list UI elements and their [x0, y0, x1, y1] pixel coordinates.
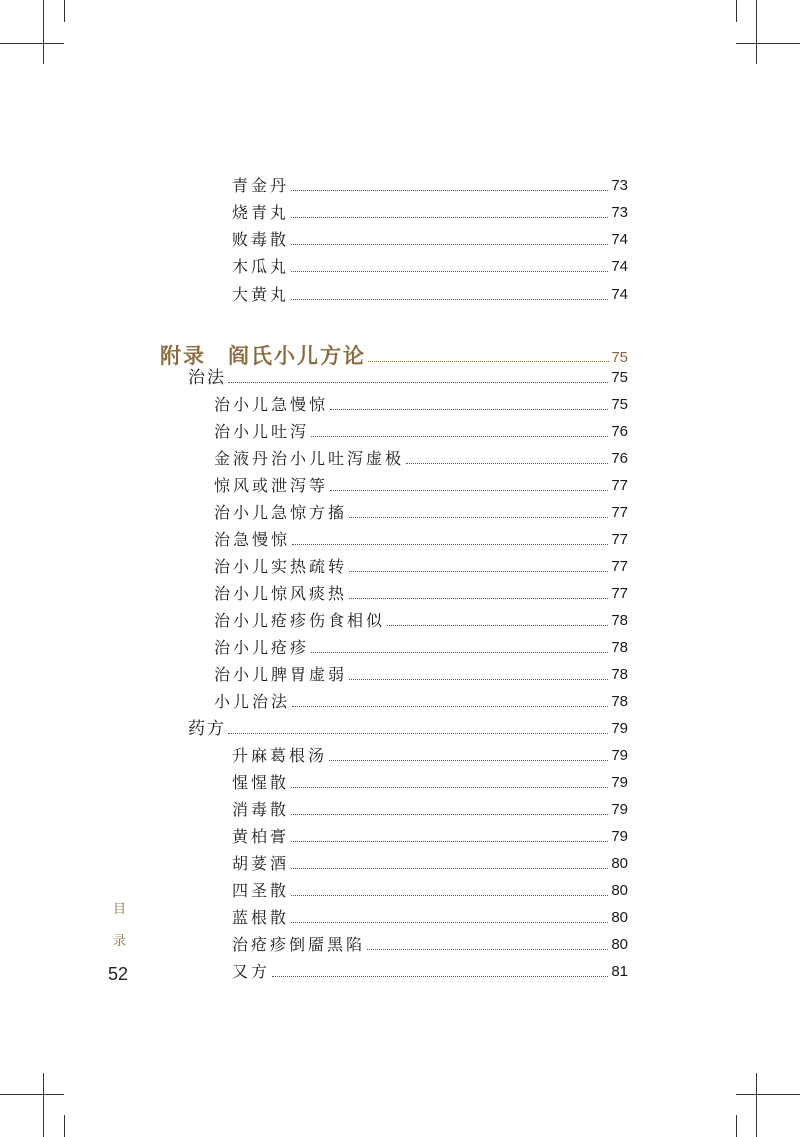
toc-entry-page: 74: [611, 286, 628, 303]
appendix-subtitle: 阎氏小儿方论: [228, 343, 366, 368]
crop-mark-tl-v: [43, 0, 44, 64]
leader-dots: [311, 435, 608, 437]
toc-entry-page: 73: [611, 204, 628, 221]
crop-mark-tl-h: [0, 43, 64, 44]
toc-entry-page: 74: [611, 258, 628, 275]
toc-entry-page: 79: [611, 747, 628, 764]
crop-mark-bl-v: [43, 1073, 44, 1137]
toc-entry-page: 76: [611, 450, 628, 467]
toc-entry-title: 四圣散: [232, 881, 290, 900]
toc-entry[interactable]: [214, 607, 628, 631]
leader-dots: [367, 948, 608, 950]
toc-entry-title: 青金丹: [232, 176, 290, 195]
leader-dots: [292, 543, 608, 545]
crop-mark-br-v: [756, 1073, 757, 1137]
leader-dots: [272, 975, 608, 977]
leader-dots: [291, 189, 608, 191]
toc-entry[interactable]: [232, 796, 628, 820]
leader-dots: [330, 489, 608, 491]
toc-entry[interactable]: [232, 958, 628, 982]
toc-entry-title: 治小儿惊风痰热: [214, 584, 348, 603]
toc-entry[interactable]: [214, 688, 628, 712]
toc-entry[interactable]: [232, 226, 628, 250]
appendix-page: 75: [611, 349, 628, 366]
toc-entry-page: 79: [611, 774, 628, 791]
toc-section-title: 治法: [188, 368, 226, 388]
toc-entry[interactable]: [232, 172, 628, 196]
crop-mark-bl-h: [0, 1094, 64, 1095]
leader-dots: [368, 361, 609, 362]
toc-entry-page: 76: [611, 423, 628, 440]
leader-dots: [291, 270, 608, 272]
toc-entry-page: 78: [611, 666, 628, 683]
leader-dots: [330, 408, 608, 410]
toc-entry-page: 77: [611, 558, 628, 575]
toc-entry[interactable]: [232, 823, 628, 847]
toc-entry-page: 74: [611, 231, 628, 248]
toc-entry-title: 惊风或泄泻等: [214, 476, 329, 495]
leader-dots: [292, 705, 608, 707]
appendix-label: 附录: [160, 343, 206, 368]
toc-entry-title: 治疮疹倒靥黑陷: [232, 935, 366, 954]
toc-entry[interactable]: [214, 445, 628, 469]
leader-dots: [228, 732, 608, 734]
leader-dots: [387, 624, 608, 626]
toc-entry[interactable]: [232, 281, 628, 305]
toc-entry-title: 小儿治法: [214, 692, 291, 711]
toc-entry[interactable]: [214, 634, 628, 658]
toc-entry-page: 78: [611, 693, 628, 710]
toc-entry[interactable]: [214, 391, 628, 415]
toc-entry[interactable]: [214, 553, 628, 577]
toc-entry-page: 78: [611, 639, 628, 656]
toc-entry-page: 80: [611, 936, 628, 953]
leader-dots: [349, 516, 608, 518]
toc-entry[interactable]: [232, 850, 628, 874]
toc-entry-page: 79: [611, 801, 628, 818]
toc-entry-title: 胡荽酒: [232, 854, 290, 873]
toc-entry-title: 治急慢惊: [214, 530, 291, 549]
page-number: 52: [108, 964, 129, 984]
leader-dots: [228, 381, 608, 383]
toc-entry-title: 败毒散: [232, 230, 290, 249]
toc-entry-page: 77: [611, 504, 628, 521]
toc-entry[interactable]: [214, 580, 628, 604]
toc-entry-page: 77: [611, 477, 628, 494]
toc-entry-page: 78: [611, 612, 628, 629]
side-label-lu: 录: [113, 934, 127, 949]
toc-entry-page: 79: [611, 828, 628, 845]
leader-dots: [329, 759, 608, 761]
crop-mark-tl-v2: [64, 0, 65, 22]
toc-entry-title: 大黄丸: [232, 285, 290, 304]
toc-entry-title: 治小儿急慢惊: [214, 395, 329, 414]
toc-entry-page: 73: [611, 177, 628, 194]
crop-mark-tr-v: [756, 0, 757, 64]
toc-entry-page: 80: [611, 909, 628, 926]
leader-dots: [291, 243, 608, 245]
toc-entry-title: 黄柏膏: [232, 827, 290, 846]
toc-entry[interactable]: [214, 499, 628, 523]
toc-entry-title: 治小儿疮疹: [214, 638, 310, 657]
toc-entry[interactable]: [214, 526, 628, 550]
toc-entry-title: 消毒散: [232, 800, 290, 819]
toc-entry[interactable]: [232, 199, 628, 223]
toc-entry-title: 升麻葛根汤: [232, 746, 328, 765]
leader-dots: [291, 840, 608, 842]
toc-entry-page: 75: [611, 396, 628, 413]
leader-dots: [291, 867, 608, 869]
leader-dots: [291, 813, 608, 815]
crop-mark-tr-h: [736, 43, 800, 44]
leader-dots: [349, 597, 608, 599]
toc-entry-page: 77: [611, 531, 628, 548]
toc-entry-page: 81: [611, 963, 628, 980]
toc-entry-title: 金液丹治小儿吐泻虚极: [214, 449, 405, 468]
leader-dots: [291, 921, 608, 923]
crop-mark-br-v2: [736, 1115, 737, 1137]
toc-entry-title: 烧青丸: [232, 203, 290, 222]
toc-entry[interactable]: [214, 661, 628, 685]
toc-entry-title: 惺惺散: [232, 773, 290, 792]
toc-entry[interactable]: [232, 904, 628, 928]
leader-dots: [349, 678, 608, 680]
toc-entry[interactable]: [214, 418, 628, 442]
leader-dots: [349, 570, 608, 572]
toc-section-yaofang[interactable]: [188, 715, 628, 739]
toc-section-page: 79: [611, 720, 628, 737]
leader-dots: [291, 786, 608, 788]
toc-entry-title: 木瓜丸: [232, 257, 290, 276]
toc-entry[interactable]: [232, 931, 628, 955]
toc-section-zhifa[interactable]: [188, 364, 628, 388]
toc-entry-title: 治小儿急惊方搐: [214, 503, 348, 522]
toc-entry-page: 77: [611, 585, 628, 602]
toc-entry-page: 80: [611, 882, 628, 899]
toc-section-title: 药方: [188, 719, 226, 739]
leader-dots: [291, 216, 608, 218]
toc-entry[interactable]: [232, 742, 628, 766]
crop-mark-bl-v2: [64, 1115, 65, 1137]
leader-dots: [291, 298, 608, 300]
toc-entry-title: 蓝根散: [232, 908, 290, 927]
leader-dots: [311, 651, 608, 653]
crop-mark-tr-v2: [736, 0, 737, 22]
toc-entry-title: 治小儿疮疹伤食相似: [214, 611, 386, 630]
toc-entry-title: 治小儿吐泻: [214, 422, 310, 441]
toc-entry[interactable]: [232, 769, 628, 793]
side-label-mu: 目: [113, 902, 127, 917]
crop-mark-br-h: [736, 1094, 800, 1095]
toc-entry-title: 治小儿脾胃虚弱: [214, 665, 348, 684]
toc-entry[interactable]: [232, 877, 628, 901]
toc-section-page: 75: [611, 369, 628, 386]
toc-entry-title: 治小儿实热疏转: [214, 557, 348, 576]
toc-entry[interactable]: [214, 472, 628, 496]
leader-dots: [406, 462, 608, 464]
toc-entry[interactable]: [232, 253, 628, 277]
leader-dots: [291, 894, 608, 896]
toc-entry-title: 又方: [232, 962, 271, 981]
toc-entry-page: 80: [611, 855, 628, 872]
